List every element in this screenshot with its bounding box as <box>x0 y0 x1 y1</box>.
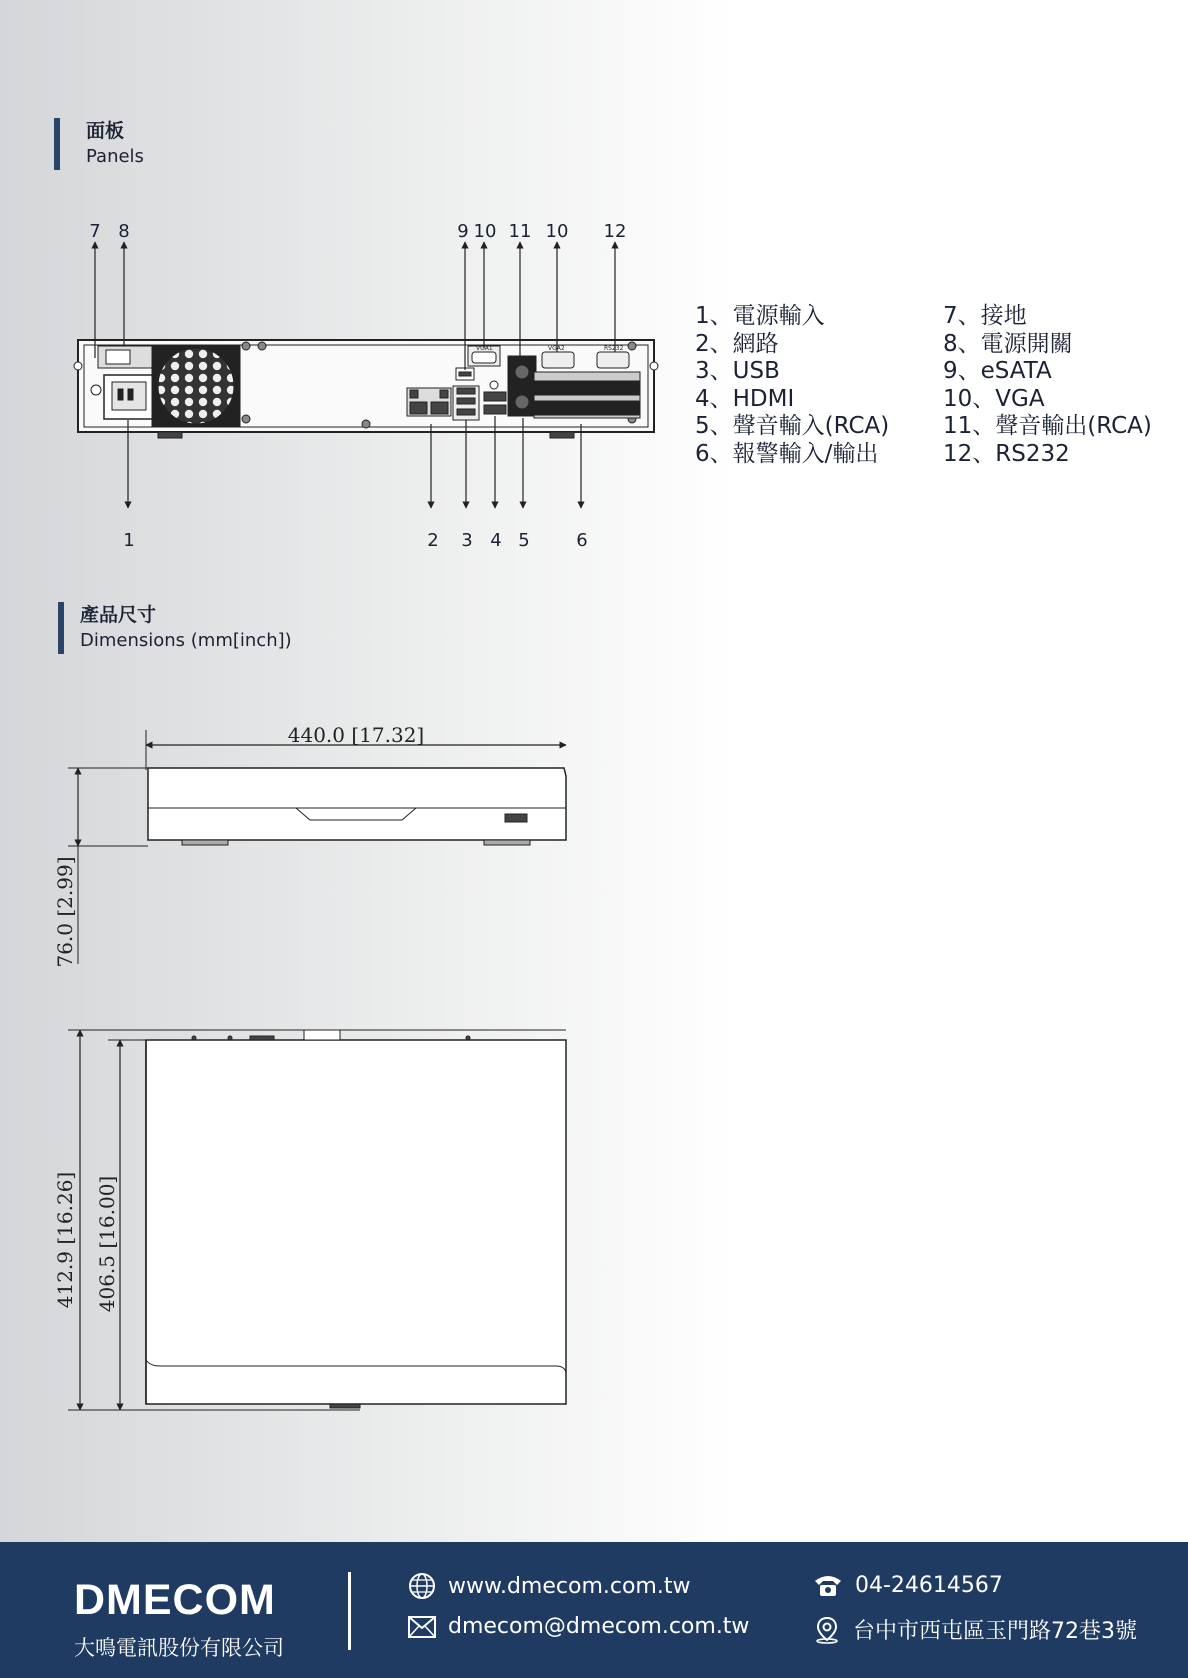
callout-10b: 10 <box>545 221 569 242</box>
panels-title-en: Panels <box>86 146 144 167</box>
legend-left <box>695 303 889 469</box>
email-contact <box>408 1614 749 1639</box>
callout-12: 12 <box>603 221 627 242</box>
legend-item: 5、聲音輸入(RCA) <box>695 413 890 440</box>
vga1-label: VGA1 <box>476 345 493 352</box>
company-name: 大鳴電訊股份有限公司 <box>74 1636 284 1660</box>
width-dimension: 440.0 [17.32] <box>287 723 425 747</box>
rs232-port-icon <box>597 352 629 368</box>
address-text: 台中市西屯區玉門路72巷3號 <box>853 1619 1137 1644</box>
callout-5: 5 <box>518 530 530 551</box>
rs232-label: RS232 <box>604 345 624 352</box>
legend-item: 4、HDMI <box>695 385 795 412</box>
legend-item: 8、電源開關 <box>943 330 1073 357</box>
callout-2: 2 <box>427 530 439 551</box>
mail-icon <box>408 1616 436 1638</box>
panels-title-zh: 面板 <box>86 120 125 142</box>
location-pin-icon <box>813 1616 841 1644</box>
legend-right <box>943 303 1152 469</box>
top-view <box>68 1030 566 1410</box>
callout-3: 3 <box>461 530 473 551</box>
dimensions-title-zh: 產品尺寸 <box>80 604 157 626</box>
height-dimension: 76.0 [2.99] <box>53 856 77 968</box>
legend-item: 2、網路 <box>695 330 779 357</box>
callout-7: 7 <box>89 221 101 242</box>
callout-8: 8 <box>118 221 130 242</box>
front-view <box>68 730 566 964</box>
vga2-label: VGA2 <box>548 345 565 352</box>
hdmi-port-icon <box>484 392 506 401</box>
callout-9: 9 <box>457 221 469 242</box>
legend-item: 10、VGA <box>943 385 1045 412</box>
phone-contact <box>813 1572 1003 1598</box>
legend-item: 6、報警輸入/輸出 <box>695 440 879 467</box>
company-logo: DMECOM <box>74 1576 276 1624</box>
email-link[interactable]: dmecom@dmecom.com.tw <box>448 1614 750 1639</box>
phone-icon <box>813 1572 843 1598</box>
callout-6: 6 <box>576 530 588 551</box>
depth-body-dimension: 406.5 [16.00] <box>95 1175 119 1313</box>
depth-total-dimension: 412.9 [16.26] <box>53 1171 77 1309</box>
callout-11: 11 <box>508 221 532 242</box>
legend-item: 1、電源輸入 <box>695 303 825 329</box>
legend-item: 12、RS232 <box>943 440 1070 467</box>
callout-10a: 10 <box>473 221 497 242</box>
phone-number[interactable]: 04-24614567 <box>855 1572 1003 1598</box>
website-contact <box>408 1572 690 1600</box>
legend-item: 7、接地 <box>943 303 1027 329</box>
globe-icon <box>408 1572 436 1600</box>
footer-divider <box>348 1572 351 1650</box>
website-link[interactable]: www.dmecom.com.tw <box>448 1573 691 1599</box>
legend-item: 11、聲音輸出(RCA) <box>943 413 1152 440</box>
callout-4: 4 <box>490 530 502 551</box>
callout-1: 1 <box>123 530 135 551</box>
rear-panel <box>74 340 658 438</box>
legend-item: 3、USB <box>695 358 780 385</box>
legend-item: 9、eSATA <box>943 358 1052 385</box>
address-contact <box>813 1614 1137 1645</box>
footer <box>0 1542 1188 1678</box>
dimensions-title-en: Dimensions (mm[inch]) <box>80 630 292 651</box>
vga2-port-icon <box>542 352 574 368</box>
